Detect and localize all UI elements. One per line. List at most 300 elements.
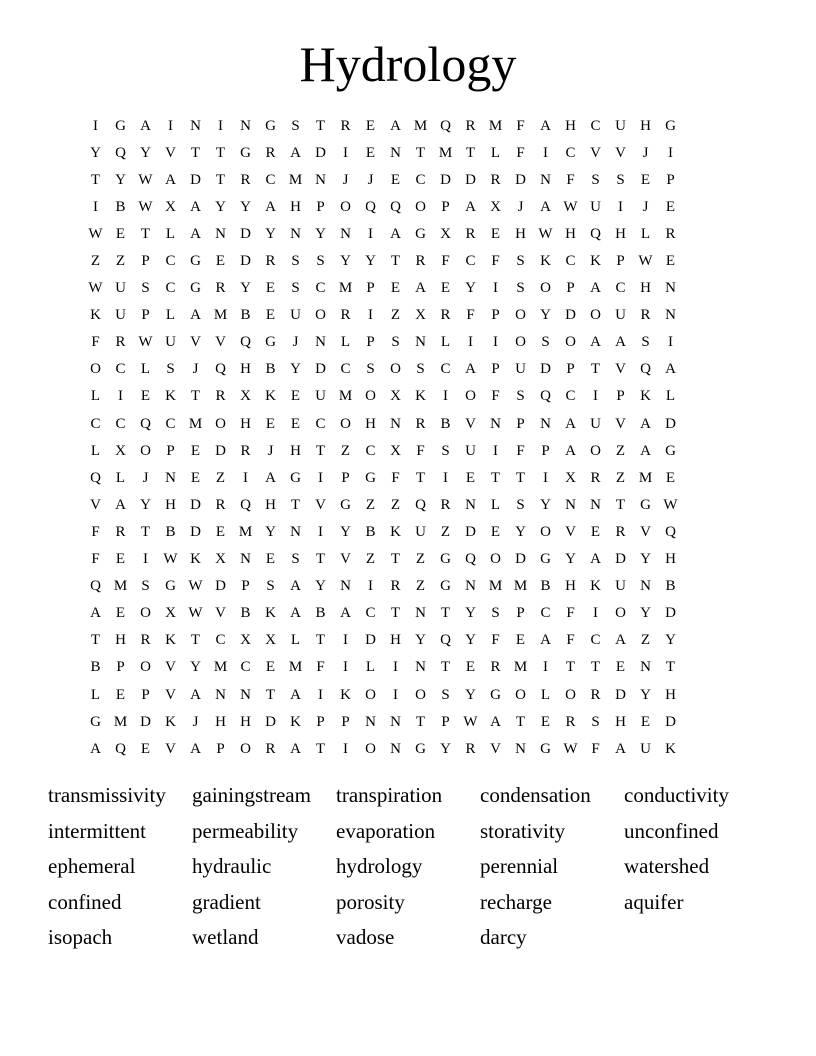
grid-cell[interactable]: L [640, 225, 651, 242]
grid-cell[interactable]: H [615, 225, 626, 242]
grid-cell[interactable]: O [540, 280, 551, 297]
grid-cell[interactable]: B [165, 523, 176, 540]
grid-cell[interactable]: T [390, 605, 401, 622]
grid-cell[interactable]: A [540, 632, 551, 649]
grid-cell[interactable]: M [488, 117, 503, 134]
grid-cell[interactable]: A [190, 740, 201, 757]
grid-cell[interactable]: E [440, 280, 451, 297]
grid-cell[interactable]: M [188, 415, 203, 432]
grid-cell[interactable]: T [465, 144, 476, 161]
grid-cell[interactable]: P [341, 469, 350, 486]
grid-cell[interactable]: P [666, 171, 675, 188]
grid-cell[interactable]: O [515, 334, 526, 351]
grid-cell[interactable]: Z [340, 442, 351, 459]
grid-cell[interactable]: T [515, 713, 526, 730]
grid-cell[interactable]: E [115, 225, 126, 242]
grid-cell[interactable]: H [665, 551, 676, 568]
grid-cell[interactable]: T [215, 144, 226, 161]
grid-cell[interactable]: E [365, 117, 376, 134]
grid-cell[interactable]: R [115, 334, 126, 351]
grid-cell[interactable]: E [190, 469, 201, 486]
grid-cell[interactable]: Y [640, 551, 651, 568]
grid-cell[interactable]: S [141, 578, 150, 595]
grid-cell[interactable]: V [640, 523, 651, 540]
grid-cell[interactable]: B [90, 659, 101, 676]
grid-cell[interactable]: Q [365, 198, 376, 215]
grid-cell[interactable]: O [415, 686, 426, 703]
grid-cell[interactable]: R [415, 415, 426, 432]
grid-cell[interactable]: R [490, 659, 501, 676]
grid-cell[interactable]: D [265, 713, 276, 730]
grid-cell[interactable]: M [513, 578, 528, 595]
grid-cell[interactable]: V [315, 496, 326, 513]
grid-cell[interactable]: V [590, 144, 601, 161]
grid-cell[interactable]: T [440, 659, 451, 676]
grid-cell[interactable]: A [190, 307, 201, 324]
grid-cell[interactable]: N [290, 523, 301, 540]
grid-cell[interactable]: J [517, 198, 524, 215]
grid-cell[interactable]: E [265, 307, 276, 324]
grid-cell[interactable]: I [668, 334, 673, 351]
grid-cell[interactable]: L [665, 388, 676, 405]
grid-cell[interactable]: K [340, 686, 351, 703]
grid-cell[interactable]: A [565, 415, 576, 432]
grid-cell[interactable]: B [265, 361, 276, 378]
grid-cell[interactable]: M [213, 659, 228, 676]
grid-cell[interactable]: N [590, 496, 601, 513]
grid-cell[interactable]: K [590, 253, 601, 270]
grid-cell[interactable]: O [465, 388, 476, 405]
grid-cell[interactable]: Z [415, 551, 426, 568]
grid-cell[interactable]: Y [140, 496, 151, 513]
grid-cell[interactable]: Y [190, 659, 201, 676]
grid-cell[interactable]: R [565, 713, 576, 730]
grid-cell[interactable]: I [168, 117, 173, 134]
grid-cell[interactable]: F [516, 144, 525, 161]
grid-cell[interactable]: Q [90, 469, 101, 486]
grid-cell[interactable]: Y [640, 605, 651, 622]
grid-cell[interactable]: O [340, 415, 351, 432]
grid-cell[interactable]: P [441, 713, 450, 730]
grid-cell[interactable]: F [91, 523, 100, 540]
grid-cell[interactable]: Z [115, 253, 126, 270]
grid-cell[interactable]: X [215, 551, 226, 568]
grid-cell[interactable]: O [140, 605, 151, 622]
grid-cell[interactable]: A [340, 605, 351, 622]
grid-cell[interactable]: I [593, 388, 598, 405]
grid-cell[interactable]: A [615, 334, 626, 351]
grid-cell[interactable]: E [265, 659, 276, 676]
grid-cell[interactable]: Y [315, 225, 326, 242]
grid-cell[interactable]: T [590, 361, 601, 378]
grid-cell[interactable]: I [118, 388, 123, 405]
grid-cell[interactable]: Y [440, 740, 451, 757]
grid-cell[interactable]: T [590, 659, 601, 676]
grid-cell[interactable]: E [390, 171, 401, 188]
grid-cell[interactable]: A [665, 361, 676, 378]
grid-cell[interactable]: G [190, 253, 201, 270]
grid-cell[interactable]: I [93, 117, 98, 134]
grid-cell[interactable]: E [365, 144, 376, 161]
grid-cell[interactable]: G [265, 334, 276, 351]
grid-cell[interactable]: A [290, 686, 301, 703]
grid-cell[interactable]: X [165, 198, 176, 215]
grid-cell[interactable]: T [490, 469, 501, 486]
grid-cell[interactable]: V [465, 415, 476, 432]
grid-cell[interactable]: M [438, 144, 453, 161]
grid-cell[interactable]: Y [215, 198, 226, 215]
grid-cell[interactable]: C [565, 144, 576, 161]
grid-cell[interactable]: B [540, 578, 551, 595]
grid-cell[interactable]: A [115, 496, 126, 513]
grid-cell[interactable]: N [215, 225, 226, 242]
grid-cell[interactable]: Y [340, 253, 351, 270]
grid-cell[interactable]: S [591, 713, 600, 730]
grid-cell[interactable]: C [465, 253, 476, 270]
grid-cell[interactable]: F [591, 740, 600, 757]
grid-cell[interactable]: A [90, 740, 101, 757]
grid-cell[interactable]: A [640, 415, 651, 432]
grid-cell[interactable]: Q [90, 578, 101, 595]
grid-cell[interactable]: S [491, 605, 500, 622]
grid-cell[interactable]: J [342, 171, 349, 188]
grid-cell[interactable]: R [265, 144, 276, 161]
grid-cell[interactable]: Y [90, 144, 101, 161]
grid-cell[interactable]: P [366, 280, 375, 297]
grid-cell[interactable]: Q [115, 740, 126, 757]
grid-cell[interactable]: K [290, 713, 301, 730]
grid-cell[interactable]: D [215, 578, 226, 595]
grid-cell[interactable]: N [640, 659, 651, 676]
grid-cell[interactable]: A [465, 361, 476, 378]
grid-cell[interactable]: S [441, 686, 450, 703]
grid-cell[interactable]: I [543, 144, 548, 161]
grid-cell[interactable]: B [240, 307, 251, 324]
grid-cell[interactable]: T [665, 659, 676, 676]
grid-cell[interactable]: P [166, 442, 175, 459]
grid-cell[interactable]: C [565, 253, 576, 270]
grid-cell[interactable]: X [115, 442, 126, 459]
grid-cell[interactable]: R [665, 225, 676, 242]
grid-cell[interactable]: M [413, 117, 428, 134]
grid-cell[interactable]: O [365, 740, 376, 757]
grid-cell[interactable]: I [493, 334, 498, 351]
grid-cell[interactable]: L [90, 442, 101, 459]
grid-cell[interactable]: V [565, 523, 576, 540]
grid-cell[interactable]: U [315, 388, 326, 405]
grid-cell[interactable]: E [665, 253, 676, 270]
grid-cell[interactable]: H [215, 713, 226, 730]
grid-cell[interactable]: V [340, 551, 351, 568]
grid-cell[interactable]: G [365, 469, 376, 486]
grid-cell[interactable]: Y [515, 523, 526, 540]
grid-cell[interactable]: G [265, 117, 276, 134]
grid-cell[interactable]: M [488, 578, 503, 595]
grid-cell[interactable]: I [93, 198, 98, 215]
grid-cell[interactable]: E [615, 659, 626, 676]
grid-cell[interactable]: U [465, 442, 476, 459]
grid-cell[interactable]: U [115, 280, 126, 297]
grid-cell[interactable]: N [390, 713, 401, 730]
grid-cell[interactable]: H [265, 496, 276, 513]
grid-cell[interactable]: K [665, 740, 676, 757]
grid-cell[interactable]: D [615, 551, 626, 568]
grid-cell[interactable]: A [540, 117, 551, 134]
grid-cell[interactable]: A [290, 605, 301, 622]
grid-cell[interactable]: S [516, 388, 525, 405]
grid-cell[interactable]: Q [590, 225, 601, 242]
grid-cell[interactable]: I [493, 442, 498, 459]
grid-cell[interactable]: Y [540, 496, 551, 513]
grid-cell[interactable]: R [215, 388, 226, 405]
grid-cell[interactable]: N [415, 659, 426, 676]
grid-cell[interactable]: C [565, 388, 576, 405]
grid-cell[interactable]: F [91, 334, 100, 351]
grid-cell[interactable]: I [468, 334, 473, 351]
grid-cell[interactable]: N [340, 225, 351, 242]
grid-cell[interactable]: C [165, 280, 176, 297]
grid-cell[interactable]: R [440, 496, 451, 513]
grid-cell[interactable]: V [615, 144, 626, 161]
grid-cell[interactable]: H [115, 632, 126, 649]
grid-cell[interactable]: B [440, 415, 451, 432]
grid-cell[interactable]: E [390, 280, 401, 297]
grid-cell[interactable]: Q [390, 198, 401, 215]
grid-cell[interactable]: T [515, 469, 526, 486]
grid-cell[interactable]: N [240, 686, 251, 703]
grid-cell[interactable]: T [315, 117, 326, 134]
grid-cell[interactable]: O [315, 307, 326, 324]
grid-cell[interactable]: Z [390, 307, 401, 324]
grid-cell[interactable]: I [368, 225, 373, 242]
grid-cell[interactable]: N [215, 686, 226, 703]
grid-cell[interactable]: E [490, 225, 501, 242]
grid-cell[interactable]: P [541, 442, 550, 459]
grid-cell[interactable]: R [615, 523, 626, 540]
grid-cell[interactable]: M [113, 713, 128, 730]
grid-cell[interactable]: T [190, 632, 201, 649]
grid-cell[interactable]: G [240, 144, 251, 161]
grid-cell[interactable]: E [265, 415, 276, 432]
grid-cell[interactable]: E [515, 632, 526, 649]
grid-cell[interactable]: A [565, 442, 576, 459]
grid-cell[interactable]: X [240, 632, 251, 649]
grid-cell[interactable]: F [316, 659, 325, 676]
grid-cell[interactable]: D [465, 171, 476, 188]
grid-cell[interactable]: A [290, 578, 301, 595]
grid-cell[interactable]: M [113, 578, 128, 595]
grid-cell[interactable]: V [165, 740, 176, 757]
grid-cell[interactable]: C [115, 415, 126, 432]
grid-cell[interactable]: P [441, 198, 450, 215]
grid-cell[interactable]: O [240, 740, 251, 757]
grid-cell[interactable]: T [290, 496, 301, 513]
grid-cell[interactable]: N [665, 280, 676, 297]
grid-cell[interactable]: G [340, 496, 351, 513]
grid-cell[interactable]: C [615, 280, 626, 297]
grid-cell[interactable]: L [490, 496, 501, 513]
grid-cell[interactable]: I [343, 632, 348, 649]
grid-cell[interactable]: O [590, 307, 601, 324]
grid-cell[interactable]: D [615, 686, 626, 703]
grid-cell[interactable]: Q [140, 415, 151, 432]
grid-cell[interactable]: P [616, 253, 625, 270]
grid-cell[interactable]: N [390, 740, 401, 757]
grid-cell[interactable]: K [165, 388, 176, 405]
grid-cell[interactable]: I [243, 469, 248, 486]
grid-cell[interactable]: Y [140, 144, 151, 161]
grid-cell[interactable]: L [340, 334, 351, 351]
grid-cell[interactable]: P [341, 713, 350, 730]
grid-cell[interactable]: C [165, 253, 176, 270]
grid-cell[interactable]: I [543, 469, 548, 486]
grid-cell[interactable]: E [115, 605, 126, 622]
grid-cell[interactable]: L [165, 307, 176, 324]
grid-cell[interactable]: Z [90, 253, 101, 270]
grid-cell[interactable]: S [416, 361, 425, 378]
grid-cell[interactable]: F [91, 551, 100, 568]
grid-cell[interactable]: A [490, 713, 501, 730]
grid-cell[interactable]: K [165, 713, 176, 730]
grid-cell[interactable]: Q [665, 523, 676, 540]
grid-cell[interactable]: N [365, 713, 376, 730]
grid-cell[interactable]: M [288, 659, 303, 676]
grid-cell[interactable]: W [563, 198, 578, 215]
grid-cell[interactable]: K [640, 388, 651, 405]
grid-cell[interactable]: F [566, 171, 575, 188]
grid-cell[interactable]: A [90, 605, 101, 622]
grid-cell[interactable]: X [390, 388, 401, 405]
grid-cell[interactable]: Q [240, 496, 251, 513]
grid-cell[interactable]: S [541, 334, 550, 351]
grid-cell[interactable]: R [340, 117, 351, 134]
grid-cell[interactable]: D [565, 307, 576, 324]
grid-cell[interactable]: D [215, 442, 226, 459]
grid-cell[interactable]: P [241, 578, 250, 595]
grid-cell[interactable]: U [415, 523, 426, 540]
grid-cell[interactable]: H [240, 415, 251, 432]
grid-cell[interactable]: Y [365, 253, 376, 270]
grid-cell[interactable]: K [265, 605, 276, 622]
grid-cell[interactable]: S [166, 361, 175, 378]
grid-cell[interactable]: R [490, 171, 501, 188]
grid-cell[interactable]: O [390, 361, 401, 378]
grid-cell[interactable]: Q [215, 361, 226, 378]
grid-cell[interactable]: Y [465, 605, 476, 622]
grid-cell[interactable]: Q [465, 551, 476, 568]
grid-cell[interactable]: A [390, 117, 401, 134]
grid-cell[interactable]: Y [665, 632, 676, 649]
grid-cell[interactable]: U [615, 117, 626, 134]
grid-cell[interactable]: I [668, 144, 673, 161]
grid-cell[interactable]: D [315, 144, 326, 161]
grid-cell[interactable]: Z [415, 578, 426, 595]
grid-cell[interactable]: C [215, 632, 226, 649]
grid-cell[interactable]: G [290, 469, 301, 486]
grid-cell[interactable]: W [138, 198, 153, 215]
grid-cell[interactable]: P [566, 361, 575, 378]
grid-cell[interactable]: F [566, 632, 575, 649]
grid-cell[interactable]: D [365, 632, 376, 649]
grid-cell[interactable]: G [190, 280, 201, 297]
grid-cell[interactable]: N [465, 496, 476, 513]
grid-cell[interactable]: O [590, 442, 601, 459]
grid-cell[interactable]: B [665, 578, 676, 595]
grid-cell[interactable]: G [540, 740, 551, 757]
grid-cell[interactable]: G [540, 551, 551, 568]
grid-cell[interactable]: H [515, 225, 526, 242]
grid-cell[interactable]: I [143, 551, 148, 568]
grid-cell[interactable]: E [465, 659, 476, 676]
grid-cell[interactable]: R [640, 307, 651, 324]
grid-cell[interactable]: J [642, 144, 649, 161]
grid-cell[interactable]: E [115, 686, 126, 703]
grid-cell[interactable]: A [190, 198, 201, 215]
grid-cell[interactable]: V [165, 144, 176, 161]
grid-cell[interactable]: S [516, 496, 525, 513]
grid-cell[interactable]: P [616, 388, 625, 405]
grid-cell[interactable]: A [290, 740, 301, 757]
grid-cell[interactable]: D [665, 415, 676, 432]
grid-cell[interactable]: Y [540, 307, 551, 324]
grid-cell[interactable]: W [638, 253, 653, 270]
grid-cell[interactable]: P [316, 198, 325, 215]
grid-cell[interactable]: F [516, 442, 525, 459]
grid-cell[interactable]: P [566, 280, 575, 297]
grid-cell[interactable]: R [140, 632, 151, 649]
grid-cell[interactable]: K [540, 253, 551, 270]
grid-cell[interactable]: S [616, 171, 625, 188]
grid-cell[interactable]: S [516, 280, 525, 297]
grid-cell[interactable]: D [515, 171, 526, 188]
grid-cell[interactable]: Z [440, 523, 451, 540]
grid-cell[interactable]: Y [465, 280, 476, 297]
grid-cell[interactable]: D [190, 496, 201, 513]
grid-cell[interactable]: W [88, 225, 103, 242]
grid-cell[interactable]: X [390, 442, 401, 459]
grid-cell[interactable]: I [343, 740, 348, 757]
grid-cell[interactable]: C [590, 632, 601, 649]
grid-cell[interactable]: O [340, 198, 351, 215]
grid-cell[interactable]: T [315, 551, 326, 568]
grid-cell[interactable]: I [318, 686, 323, 703]
grid-cell[interactable]: T [90, 171, 101, 188]
grid-cell[interactable]: N [290, 225, 301, 242]
grid-cell[interactable]: N [515, 740, 526, 757]
grid-cell[interactable]: P [491, 307, 500, 324]
grid-cell[interactable]: T [315, 442, 326, 459]
grid-cell[interactable]: P [516, 415, 525, 432]
grid-cell[interactable]: U [515, 361, 526, 378]
grid-cell[interactable]: Y [640, 686, 651, 703]
grid-cell[interactable]: M [638, 469, 653, 486]
grid-cell[interactable]: C [365, 605, 376, 622]
grid-cell[interactable]: A [590, 280, 601, 297]
grid-cell[interactable]: I [443, 388, 448, 405]
grid-cell[interactable]: E [140, 388, 151, 405]
grid-cell[interactable]: K [165, 632, 176, 649]
grid-cell[interactable]: I [368, 578, 373, 595]
grid-cell[interactable]: R [115, 523, 126, 540]
grid-cell[interactable]: P [316, 713, 325, 730]
grid-cell[interactable]: R [340, 307, 351, 324]
grid-cell[interactable]: K [390, 523, 401, 540]
grid-cell[interactable]: S [591, 171, 600, 188]
grid-cell[interactable]: R [215, 280, 226, 297]
grid-cell[interactable]: Y [340, 523, 351, 540]
grid-cell[interactable]: R [465, 740, 476, 757]
grid-cell[interactable]: E [140, 740, 151, 757]
